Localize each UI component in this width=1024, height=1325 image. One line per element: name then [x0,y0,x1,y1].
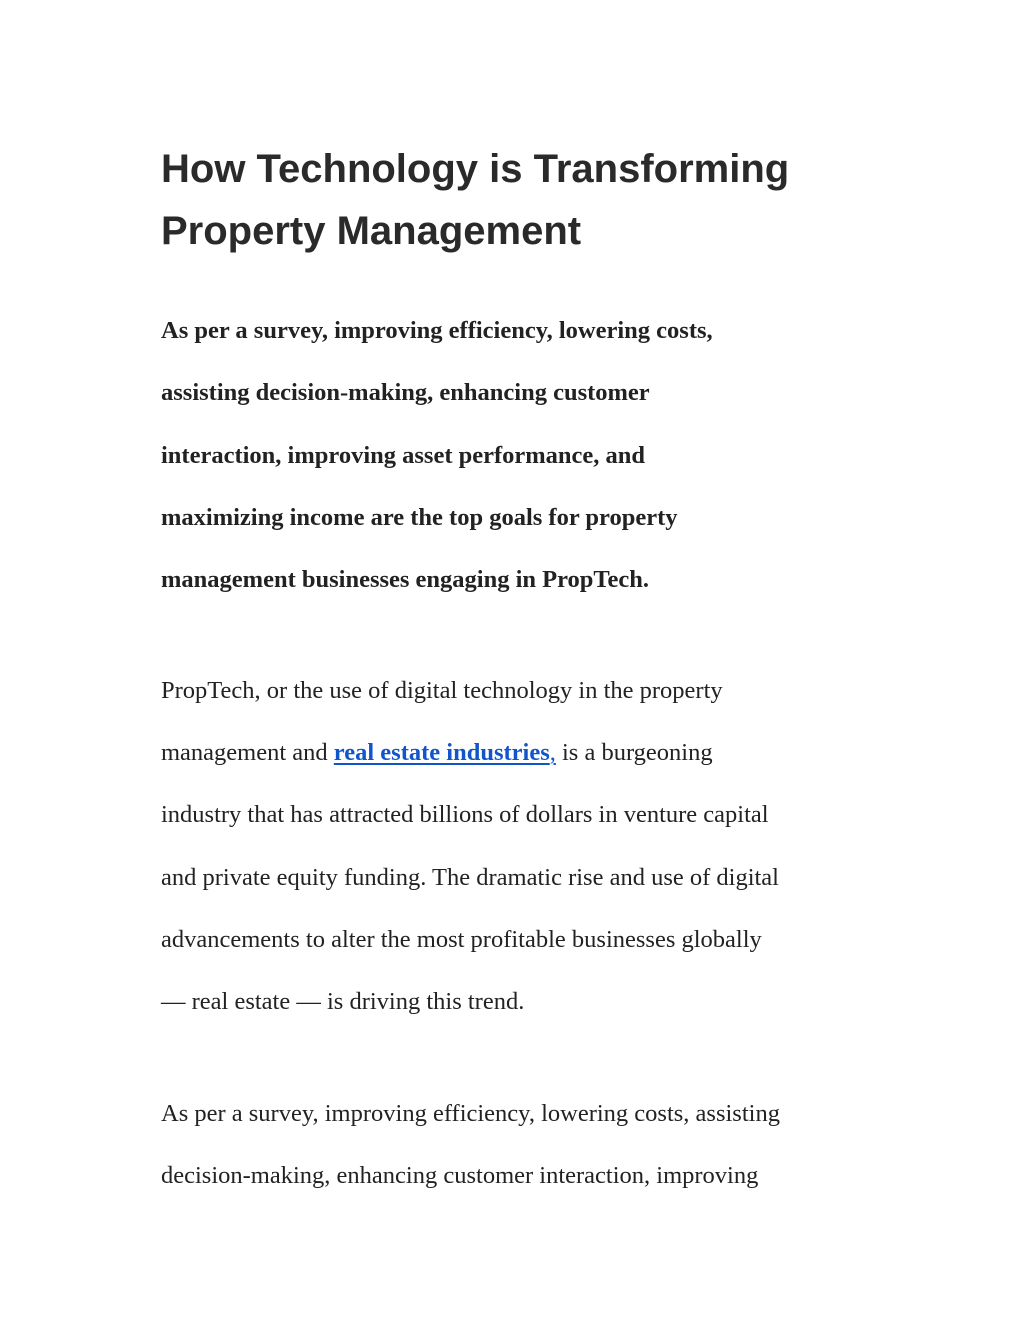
real-estate-industries-link[interactable]: real estate industries [333,739,550,767]
paragraph-1-line-3: industry that has attracted billions of dollars in venture capital [161,801,769,829]
lead-line-2: assisting decision-making, enhancing customer [161,379,650,407]
paragraph-1-line-5: advancements to alter the most profitable businesses globally [161,925,762,953]
paragraph-1-line-2-end: is a burgeoning [555,739,713,767]
lead-line-4: maximizing income are the top goals for property [161,503,678,531]
paragraph-1-line-1: PropTech, or the use of digital technology in the property [161,677,723,704]
article-title [161,138,881,262]
body-paragraph-2 [161,1083,881,1207]
paragraph-1-line-6: — real estate — is driving this trend. [161,988,525,1016]
link-comma: , [549,739,556,767]
paragraph-2-line-2: decision-making, enhancing customer interaction, improving [161,1162,759,1190]
body-paragraph-1 [161,660,881,1033]
title-line-2: Property Management [161,209,582,253]
lead-line-1: As per a survey, improving efficiency, lowering costs, [161,317,713,344]
lead-line-5: management businesses engaging in PropTech. [161,566,650,594]
paragraph-1-line-2-start: management and [161,739,334,767]
paragraph-2-line-1: As per a survey, improving efficiency, lowering costs, assisting [161,1100,780,1127]
paragraph-1-line-4: and private equity funding. The dramatic rise and use of digital [161,863,779,891]
lead-paragraph [161,300,881,611]
lead-line-3: interaction, improving asset performance, and [161,441,646,469]
title-line-1: How Technology is Transforming [161,147,790,191]
